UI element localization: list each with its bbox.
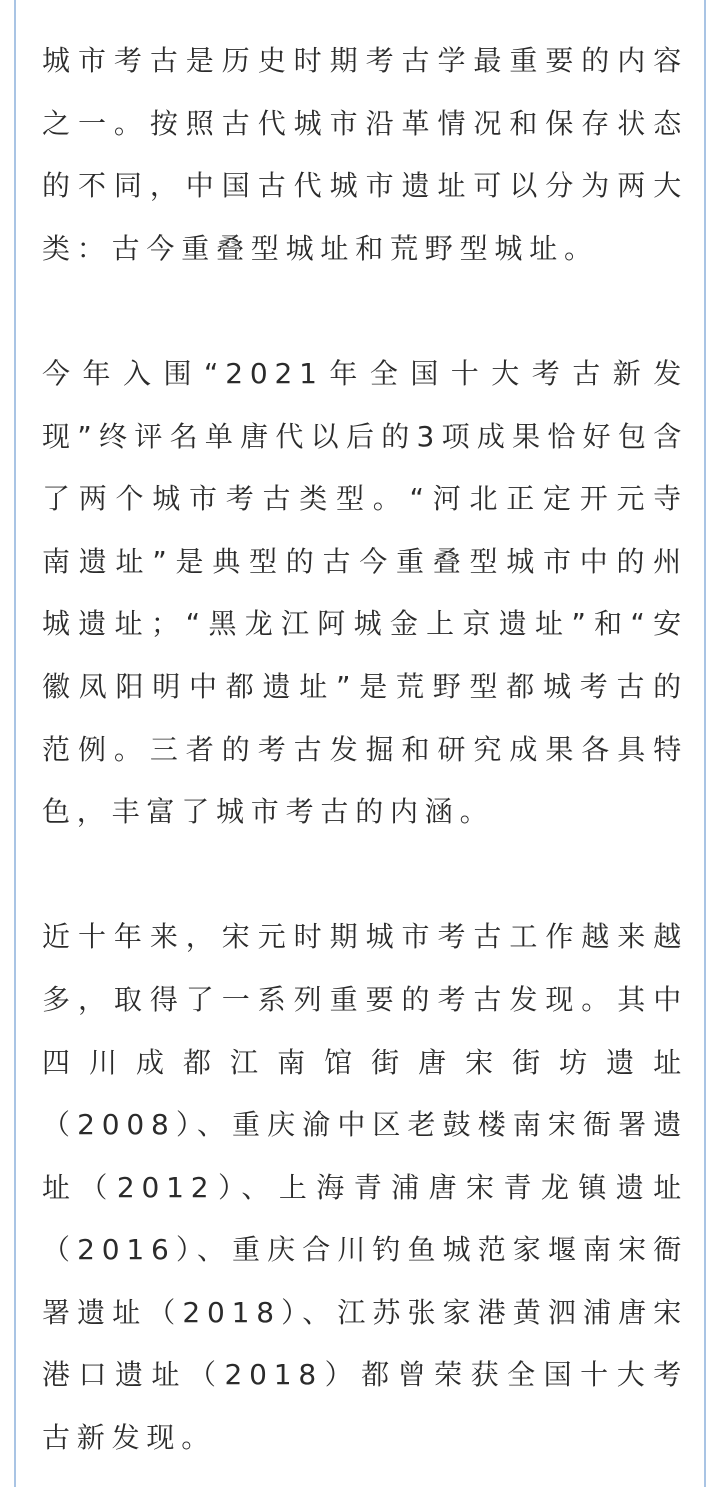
article-frame — [14, 0, 706, 1487]
paragraph-song-yuan-discoveries: 近十年来，宋元时期城市考古工作越来越多，取得了一系列重要的考古发现。其中四川成都江南馆街唐宋街坊遗址（2008）、重庆渝中区老鼓楼南宋衙署遗址（2012）、上海青浦唐宋青龙镇遗址（2016）、重庆合川钓鱼城范家堰南宋衙署遗址（2018）、江苏张家港黄泗浦唐宋港口遗址（2018）都曾荣获全国十大考古新发现。 — [42, 920, 688, 1455]
article-body — [42, 30, 688, 1470]
paragraph-2021-top-ten-finalists: 今年入围“2021年全国十大考古新发现”终评名单唐代以后的3项成果恰好包含了两个城市考古类型。“河北正定开元寺南遗址”是典型的古今重叠型城市中的州城遗址；“黑龙江阿城金上京遗址”和“安徽凤阳明中都遗址”是荒野型都城考古的范例。三者的考古发掘和研究成果各具特色，丰富了城市考古的内涵。 — [42, 356, 688, 829]
paragraph-city-archaeology-intro: 城市考古是历史时期考古学最重要的内容之一。按照古代城市沿革情况和保存状态的不同，中国古代城市遗址可以分为两大类：古今重叠型城址和荒野型城址。 — [42, 44, 688, 265]
